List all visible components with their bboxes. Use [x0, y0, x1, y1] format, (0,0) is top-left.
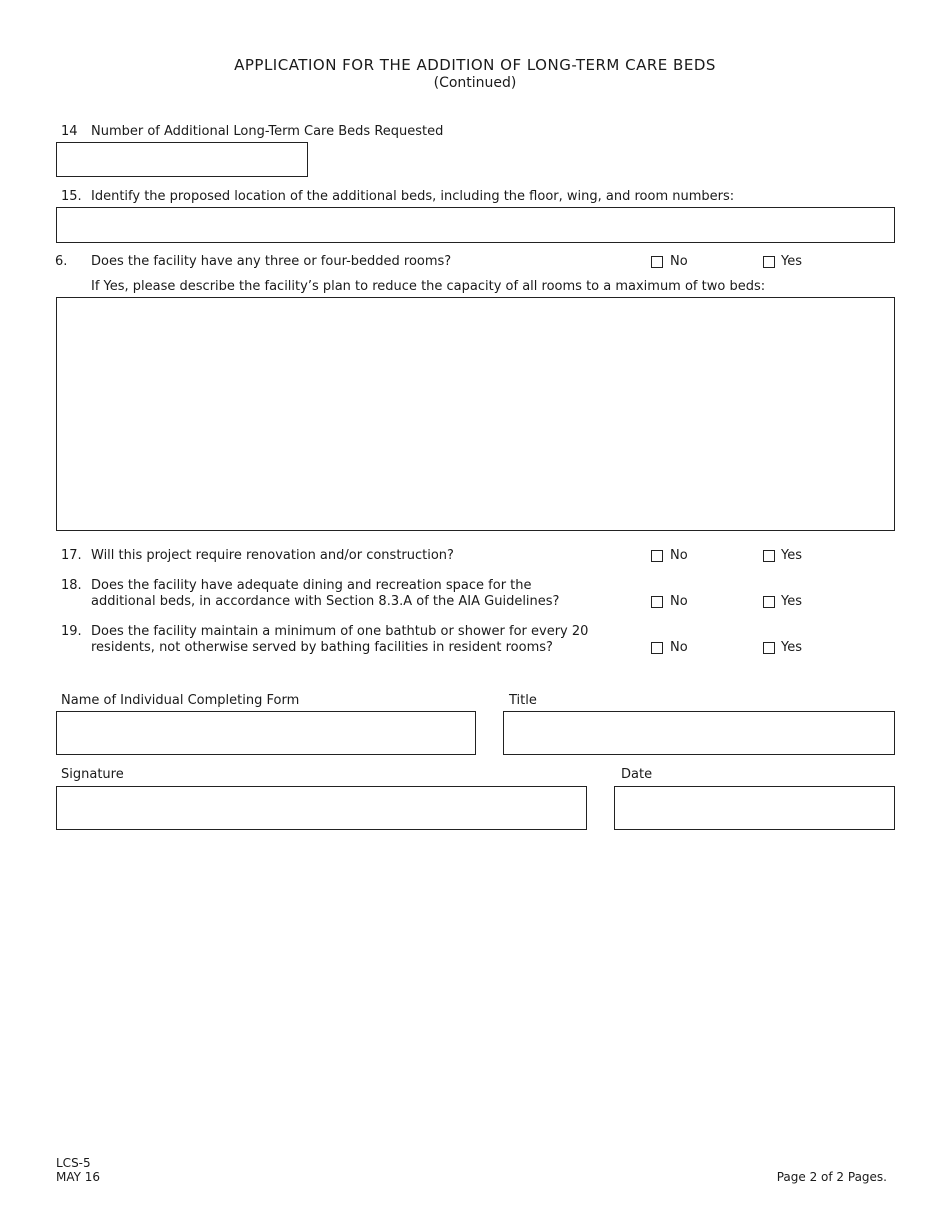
- q16-yes-checkbox[interactable]: [763, 256, 775, 268]
- q19-no-checkbox[interactable]: [651, 642, 663, 654]
- q18-label-line1: Does the facility have adequate dining and recreation space for the: [91, 578, 532, 593]
- q14-number: 14: [61, 124, 78, 139]
- q18-label-line2: additional beds, in accordance with Section 8.3.A of the AIA Guidelines?: [91, 594, 560, 609]
- q18-no-label: No: [670, 594, 688, 609]
- form-id: LCS-5: [56, 1156, 91, 1170]
- q16-followup-label: If Yes, please describe the facility’s plan to reduce the capacity of all rooms to a maximum of two beds:: [91, 279, 766, 294]
- q17-no-checkbox[interactable]: [651, 550, 663, 562]
- q16-number: 6.: [55, 254, 68, 269]
- q18-yes-checkbox[interactable]: [763, 596, 775, 608]
- title-input[interactable]: [503, 711, 895, 755]
- q19-yes-checkbox[interactable]: [763, 642, 775, 654]
- q15-location-input[interactable]: [56, 207, 895, 243]
- name-label: Name of Individual Completing Form: [61, 693, 300, 708]
- q18-number: 18.: [61, 578, 82, 593]
- date-input[interactable]: [614, 786, 895, 830]
- q19-label-line2: residents, not otherwise served by bathing facilities in resident rooms?: [91, 640, 553, 655]
- q16-label: Does the facility have any three or four-bedded rooms?: [91, 254, 452, 269]
- q14-label: Number of Additional Long-Term Care Beds Requested: [91, 124, 444, 139]
- signature-input[interactable]: [56, 786, 587, 830]
- q17-yes-checkbox[interactable]: [763, 550, 775, 562]
- q17-yes-label: Yes: [781, 548, 802, 563]
- title-label: Title: [509, 693, 537, 708]
- q18-no-checkbox[interactable]: [651, 596, 663, 608]
- q16-no-checkbox[interactable]: [651, 256, 663, 268]
- q19-yes-label: Yes: [781, 640, 802, 655]
- q16-plan-textarea[interactable]: [56, 297, 895, 531]
- q17-label: Will this project require renovation and/or construction?: [91, 548, 454, 563]
- name-input[interactable]: [56, 711, 476, 755]
- form-subtitle: (Continued): [433, 75, 517, 91]
- q19-no-label: No: [670, 640, 688, 655]
- q19-number: 19.: [61, 624, 82, 639]
- q17-no-label: No: [670, 548, 688, 563]
- signature-label: Signature: [61, 767, 124, 782]
- q16-yes-label: Yes: [781, 254, 802, 269]
- q14-beds-input[interactable]: [56, 142, 308, 177]
- q19-label-line1: Does the facility maintain a minimum of one bathtub or shower for every 20: [91, 624, 589, 639]
- page-number: Page 2 of 2 Pages.: [776, 1170, 887, 1184]
- q15-label: Identify the proposed location of the additional beds, including the floor, wing, and room numbers:: [91, 189, 735, 204]
- q17-number: 17.: [61, 548, 82, 563]
- q15-number: 15.: [61, 189, 82, 204]
- q18-yes-label: Yes: [781, 594, 802, 609]
- q16-no-label: No: [670, 254, 688, 269]
- form-date: MAY 16: [56, 1170, 101, 1184]
- date-label: Date: [621, 767, 653, 782]
- form-title: APPLICATION FOR THE ADDITION OF LONG-TERM CARE BEDS: [234, 56, 716, 74]
